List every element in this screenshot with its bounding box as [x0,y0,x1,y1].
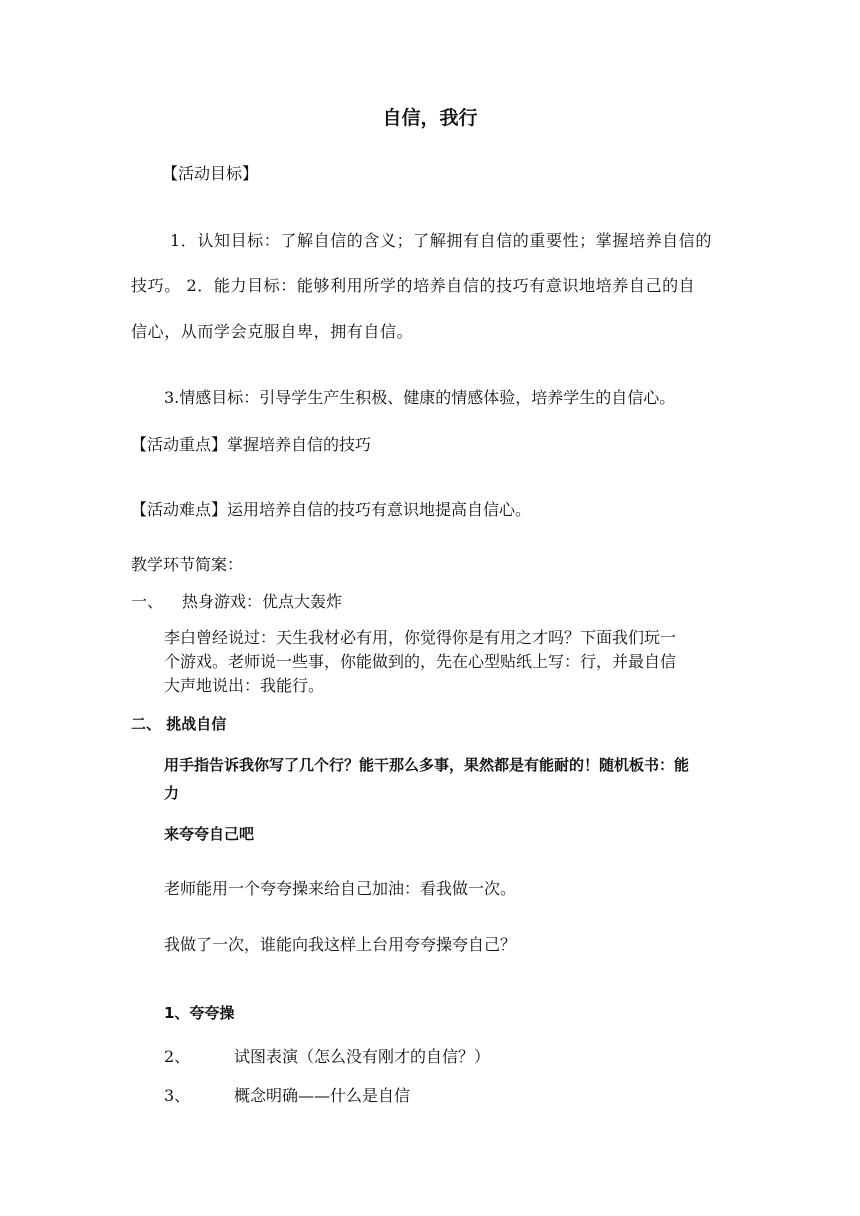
section-2-line-1: 用手指告诉我你写了几个行？能干那么多事，果然都是有能耐的！随机板书：能 [164,756,690,774]
section-2-line-2: 力 [164,784,180,802]
objective-line-2: 技巧。 2．能力目标：能够利用所学的培养自信的技巧有意识地培养自己的自 [131,276,696,295]
difficult-point: 【活动难点】运用培养自信的技巧有意识地提高自信心。 [131,500,532,519]
section-2-line-5: 我做了一次，谁能向我这样上台用夸夸操夸自己？ [164,935,517,954]
section-1-title: 热身游戏：优点大轰炸 [182,592,343,611]
section-1-para-line-3: 大声地说出：我能行。 [164,676,325,695]
section-2-item-3-number: 3、 [164,1086,191,1105]
objectives-heading: 【活动目标】 [162,164,259,183]
section-1-number: 一、 [131,592,164,611]
outline-heading: 教学环节简案： [131,555,244,574]
section-2-heading: 二、 挑战自信 [131,715,227,733]
section-2-item-1: 1、夸夸操 [164,1004,235,1022]
document-title: 自信，我行 [382,107,478,129]
section-2-item-2-number: 2、 [164,1047,191,1066]
objective-line-3: 信心，从而学会克服自卑，拥有自信。 [131,322,414,341]
section-2-line-3: 来夸夸自己吧 [164,825,255,843]
section-1-para-line-1: 李白曾经说过：天生我材必有用，你觉得你是有用之才吗？下面我们玩一 [164,628,677,647]
section-2-item-3-text: 概念明确——什么是自信 [234,1086,411,1105]
section-2-item-2-text: 试图表演（怎么没有刚才的自信？） [234,1047,491,1066]
key-point: 【活动重点】掌握培养自信的技巧 [131,435,372,454]
objective-line-4: 3.情感目标：引导学生产生积极、健康的情感体验，培养学生的自信心。 [164,388,676,407]
section-1-para-line-2: 个游戏。老师说一些事，你能做到的，先在心型贴纸上写：行，并最自信 [164,652,677,671]
objective-line-1: 1．认知目标：了解自信的含义；了解拥有自信的重要性；掌握培养自信的 [170,231,712,250]
section-2-line-4: 老师能用一个夸夸操来给自己加油：看我做一次。 [164,879,517,898]
